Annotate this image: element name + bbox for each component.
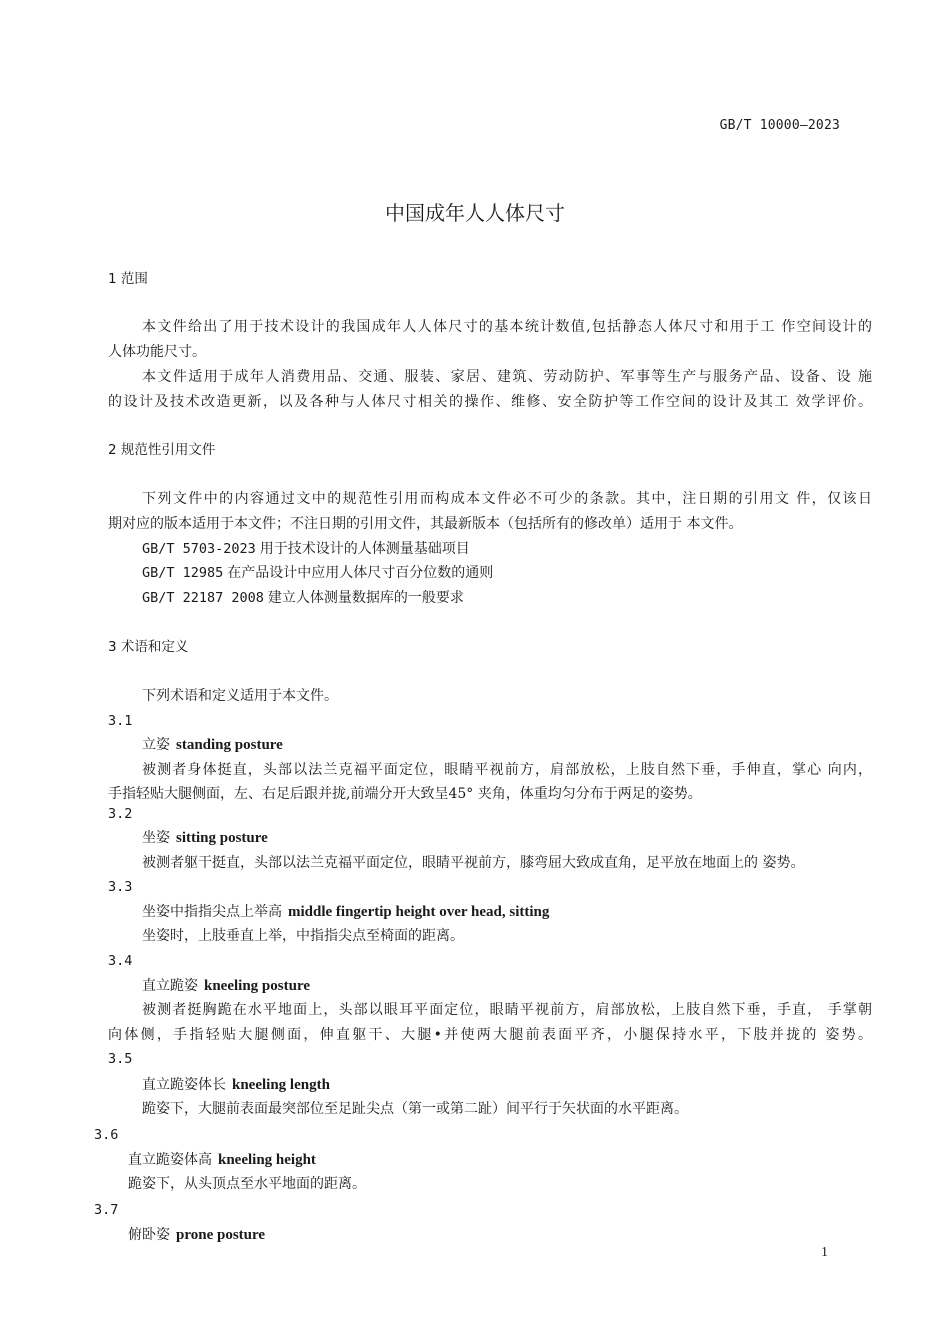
term-heading xyxy=(128,1226,265,1244)
paragraph-line: 人体功能尺寸。 xyxy=(108,344,206,360)
paragraph-line: 本文件适用于成年人消费用品、交通、服装、家居、建筑、劳动防护、军事等生产与服务产品、设备、设 施 xyxy=(142,369,872,385)
term-heading xyxy=(142,903,549,921)
reference-title: 在产品设计中应用人体尺寸百分位数的通则 xyxy=(227,565,494,581)
term-zh: 直立跪姿 xyxy=(142,978,198,994)
section-heading-scope: 1 范围 xyxy=(108,271,148,287)
term-definition: 被测者身体挺直，头部以法兰克福平面定位，眼睛平视前方，肩部放松，上肢自然下垂，手伸直，掌心 向内， xyxy=(142,762,872,778)
section-heading-normative-references: 2 规范性引用文件 xyxy=(108,442,216,458)
term-number: 3.2 xyxy=(108,806,133,822)
term-number: 3.3 xyxy=(108,879,133,895)
paragraph-line: 期对应的版本适用于本文件；不注日期的引用文件，其最新版本（包括所有的修改单）适用于 本文件。 xyxy=(108,516,743,532)
term-definition: 向体侧，手指轻贴大腿侧面，伸直躯干、大腿•并使两大腿前表面平齐，小腿保持水平，下肢并拢的 姿势。 xyxy=(108,1027,872,1043)
term-zh: 直立跪姿体高 xyxy=(128,1152,212,1168)
term-definition: 被测者躯干挺直，头部以法兰克福平面定位，眼睛平视前方，膝弯屈大致成直角，足平放在地面上的 姿势。 xyxy=(142,855,805,871)
term-zh: 直立跪姿体长 xyxy=(142,1077,226,1093)
term-zh: 立姿 xyxy=(142,737,170,753)
term-heading xyxy=(142,977,310,995)
term-heading xyxy=(142,736,283,754)
paragraph-line: 下列术语和定义适用于本文件。 xyxy=(142,688,338,704)
term-number: 3.4 xyxy=(108,953,133,969)
reference-code: GB/T 22187 2008 xyxy=(142,590,264,606)
term-definition: 跪姿下，大腿前表面最突部位至足趾尖点（第一或第二趾）间平行于矢状面的水平距离。 xyxy=(142,1101,688,1117)
paragraph-line: 本文件给出了用于技术设计的我国成年人人体尺寸的基本统计数值,包括静态人体尺寸和用于工 作空间设计的 xyxy=(142,319,872,335)
term-definition: 手指轻贴大腿侧面，左、右足后跟并拢,前端分开大致呈45° 夹角，体重均匀分布于两足的姿势。 xyxy=(108,786,702,802)
page-title: 中国成年人人体尺寸 xyxy=(385,201,565,225)
term-zh: 坐姿中指指尖点上举高 xyxy=(142,904,282,920)
term-en: kneeling height xyxy=(218,1152,316,1168)
reference-code: GB/T 5703-2023 xyxy=(142,541,256,557)
reference-title: 用于技术设计的人体测量基础项目 xyxy=(259,541,470,557)
term-en: kneeling length xyxy=(232,1077,330,1093)
term-definition: 被测者挺胸跪在水平地面上，头部以眼耳平面定位，眼睛平视前方，肩部放松，上肢自然下垂，手直， 手掌朝 xyxy=(142,1002,872,1018)
term-number: 3.7 xyxy=(94,1202,119,1218)
reference-title: 建立人体测量数据库的一般要求 xyxy=(267,590,464,606)
term-en: kneeling posture xyxy=(204,978,310,994)
paragraph-line: 下列文件中的内容通过文中的规范性引用而构成本文件必不可少的条款。其中，注日期的引用文 件，仅该日 xyxy=(142,491,872,507)
standard-code: GB/T 10000—2023 xyxy=(719,118,840,133)
term-en: middle fingertip height over head, sitting xyxy=(288,904,550,920)
term-en: standing posture xyxy=(176,737,283,753)
paragraph-line: 的设计及技术改造更新，以及各种与人体尺寸相关的操作、维修、安全防护等工作空间的设计及其工 效学评价。 xyxy=(108,394,872,410)
term-heading xyxy=(142,829,268,847)
term-zh: 坐姿 xyxy=(142,830,170,846)
term-heading xyxy=(128,1151,316,1169)
term-heading xyxy=(142,1076,330,1094)
term-number: 3.5 xyxy=(108,1051,133,1067)
reference-item xyxy=(142,540,470,558)
section-heading-terms: 3 术语和定义 xyxy=(108,639,189,655)
term-en: sitting posture xyxy=(176,830,268,846)
page-number: 1 xyxy=(821,1245,828,1260)
term-zh: 俯卧姿 xyxy=(128,1227,170,1243)
term-definition: 跪姿下，从头顶点至水平地面的距离。 xyxy=(128,1176,366,1192)
term-en: prone posture xyxy=(176,1227,266,1243)
reference-item xyxy=(142,589,464,607)
reference-code: GB/T 12985 xyxy=(142,565,224,581)
term-definition: 坐姿时，上肢垂直上举，中指指尖点至椅面的距离。 xyxy=(142,928,464,944)
term-number: 3.1 xyxy=(108,713,133,729)
term-number: 3.6 xyxy=(94,1127,119,1143)
reference-item xyxy=(142,564,493,582)
